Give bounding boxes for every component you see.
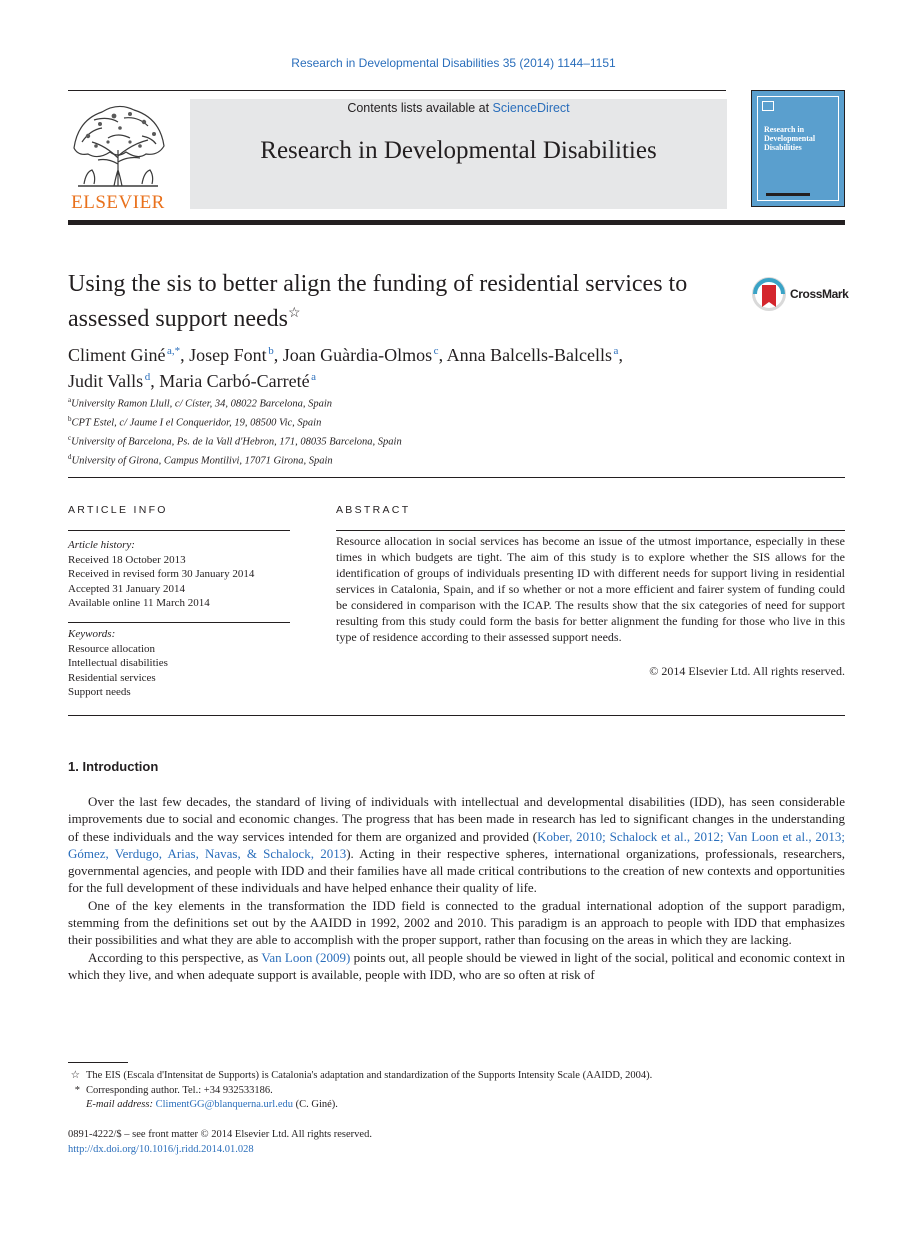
- affiliation: $^d$University of Girona, Campus Montilivi, 17071 Girona, Spain: [68, 453, 333, 467]
- title-footnote-mark[interactable]: ☆: [287, 306, 301, 321]
- keyword: Resource allocation: [68, 642, 156, 655]
- article-info-label: ARTICLE INFO: [68, 504, 168, 516]
- elsevier-wordmark: ELSEVIER: [71, 192, 165, 213]
- history-item: Received in revised form 30 January 2014: [68, 568, 255, 580]
- keywords-divider: [68, 622, 290, 623]
- citation-link[interactable]: Kober, 2010; Schalock et al., 2012; Van Loon et al., 2013; Gómez, Verdugo, Arias, Navas, & Schalock, 2013: [68, 828, 846, 861]
- footnote: E-mail address: ClimentGG@blanquerna.url.edu (C. Giné).: [86, 1099, 338, 1110]
- paragraph: Over the last few decades, the standard of living of individuals with intellectual and developmental disabilities (IDD), has seen considerable improvements due to social and economic changes. The progress that has been made in research has led to significant changes in the understanding of these individuals and the way services intended for them are organized and provided (Kober, 2010; Schalock et al., 2012; Van Loon et al., 2013; Gómez, Verdugo, Arias, Navas, & Schalock, 2013). Acting in their respective spheres, international organizations, professionals, researchers, governmental agencies, and people with IDD and their families have all made critical contributions to the creation of new contexts and opportunities for the full development of these individuals and have helped enhance their quality of life.: [68, 794, 846, 896]
- paragraph: One of the key elements in the transformation the IDD field is connected to the gradual international adoption of the support paradigm, stemming from the definitions set out by the AAIDD in 1992, 2002 and 2010. This paradigm is an approach to people with IDD that emphasizes their possibilities and what they are able to accomplish with the proper support, rather than focusing on the areas in which they are lacking.: [68, 897, 845, 948]
- keywords-label: Keywords:: [68, 628, 116, 640]
- author[interactable]: Josep Font $^b$: [189, 345, 274, 365]
- issn-line: 0891-4222/$ – see front matter © 2014 Elsevier Ltd. All rights reserved.: [68, 1129, 372, 1140]
- cover-title: Research in Developmental Disabilities: [764, 125, 816, 152]
- elsevier-logo[interactable]: [68, 98, 176, 213]
- keyword: Support needs: [68, 686, 131, 698]
- article-history: [68, 538, 290, 611]
- cover-bar: [766, 193, 810, 196]
- citation-link[interactable]: Van Loon (2009): [261, 949, 351, 965]
- affiliation: $^c$University of Barcelona, Ps. de la Vall d'Hebron, 171, 08035 Barcelona, Spain: [68, 434, 402, 448]
- doi-link[interactable]: http://dx.doi.org/10.1016/j.ridd.2014.01.028: [68, 1144, 254, 1155]
- contents-line: [190, 101, 727, 115]
- footnote: ☆ The EIS (Escala d'Intensitat de Supports) is Catalonia's adaptation and standardization of the Supports Intensity Scale (AAIDD, 2004).: [70, 1070, 653, 1081]
- history-item: Available online 11 March 2014: [68, 597, 210, 609]
- article-title-text: Using the sis to better align the funding of residential services to assessed support needs: [68, 271, 688, 332]
- header-thick-rule: [68, 220, 845, 225]
- cover-logo-icon: [762, 101, 774, 111]
- affiliation: $^b$CPT Estel, c/ Jaume I el Conqueridor, 19, 08500 Vic, Spain: [68, 415, 322, 429]
- journal-banner: [190, 99, 727, 209]
- footnotes: [68, 1069, 845, 1113]
- author[interactable]: Judit Valls $^d$: [68, 371, 151, 391]
- section-divider: [68, 477, 845, 478]
- footnote: * Corresponding author. Tel.: +34 932533186.: [74, 1084, 273, 1096]
- journal-citation[interactable]: Research in Developmental Disabilities 35 (2014) 1144–1151: [291, 56, 616, 70]
- journal-cover-thumbnail[interactable]: [751, 90, 845, 207]
- abstract-label: ABSTRACT: [336, 504, 411, 516]
- sciencedirect-link[interactable]: ScienceDirect: [492, 101, 570, 115]
- intro-heading: 1. Introduction: [68, 759, 159, 774]
- history-item: Accepted 31 January 2014: [68, 582, 185, 595]
- cover-frame: [757, 96, 839, 201]
- keywords: [68, 627, 290, 700]
- header-rule: [68, 90, 726, 91]
- author[interactable]: Anna Balcells-Balcells $^a$: [446, 345, 619, 365]
- history-item: Received 18 October 2013: [68, 553, 186, 566]
- crossmark-icon: [751, 276, 787, 312]
- abstract-divider: [336, 530, 845, 531]
- email-link[interactable]: ClimentGG@blanquerna.url.edu: [155, 1099, 293, 1110]
- section-divider: [68, 715, 845, 716]
- article-title: [68, 270, 738, 334]
- tree-icon: [68, 98, 168, 190]
- paragraph: According to this perspective, as Van Loon (2009) points out, all people should be viewed in light of the social, political and economic context in which they live, and when adequate support is available, people with IDD, who are so often at risk of: [68, 949, 845, 982]
- footnote-rule: [68, 1062, 128, 1063]
- author-list: Climent Giné $^{a,*}$, Josep Font $^b$, Joan Guàrdia-Olmos $^c$, Anna Balcells-Balcells $^a$, Judit Valls $^d$, Maria Carbó-Carreté $^a$: [68, 345, 623, 391]
- keyword: Intellectual disabilities: [68, 657, 168, 669]
- journal-title[interactable]: Research in Developmental Disabilities: [260, 137, 657, 164]
- abstract-copyright: © 2014 Elsevier Ltd. All rights reserved.: [649, 664, 845, 678]
- author[interactable]: Maria Carbó-Carreté $^a$: [159, 371, 317, 391]
- author[interactable]: Climent Giné $^{a,*}$: [68, 345, 181, 365]
- author[interactable]: Joan Guàrdia-Olmos $^c$: [282, 345, 439, 365]
- affiliation: $^a$University Ramon Llull, c/ Císter, 34, 08022 Barcelona, Spain: [68, 396, 333, 410]
- crossmark-badge[interactable]: [751, 276, 849, 312]
- info-divider: [68, 530, 290, 531]
- affiliations: [68, 393, 768, 469]
- intro-body: [68, 793, 845, 983]
- history-label: Article history:: [68, 539, 135, 551]
- abstract-text: Resource allocation in social services has become an issue of the utmost importance, especially in these times in which budgets are tight. The aim of this study is to explore whether the SIS allows for the identification of groups of individuals presenting ID with different needs for support living in residential services in Catalonia, Spain, and if so whether or not a more efficient and fairer system of funding could be considered in comparison with the ICAP. The results show that the six categories of need for support resulting from this study could form the basis for better alignment the funding for those who live in this type of residence according to their assessed support needs.: [336, 534, 845, 644]
- keyword: Residential services: [68, 671, 156, 684]
- contents-prefix: Contents lists available at: [347, 101, 493, 115]
- crossmark-label: CrossMark: [790, 287, 849, 301]
